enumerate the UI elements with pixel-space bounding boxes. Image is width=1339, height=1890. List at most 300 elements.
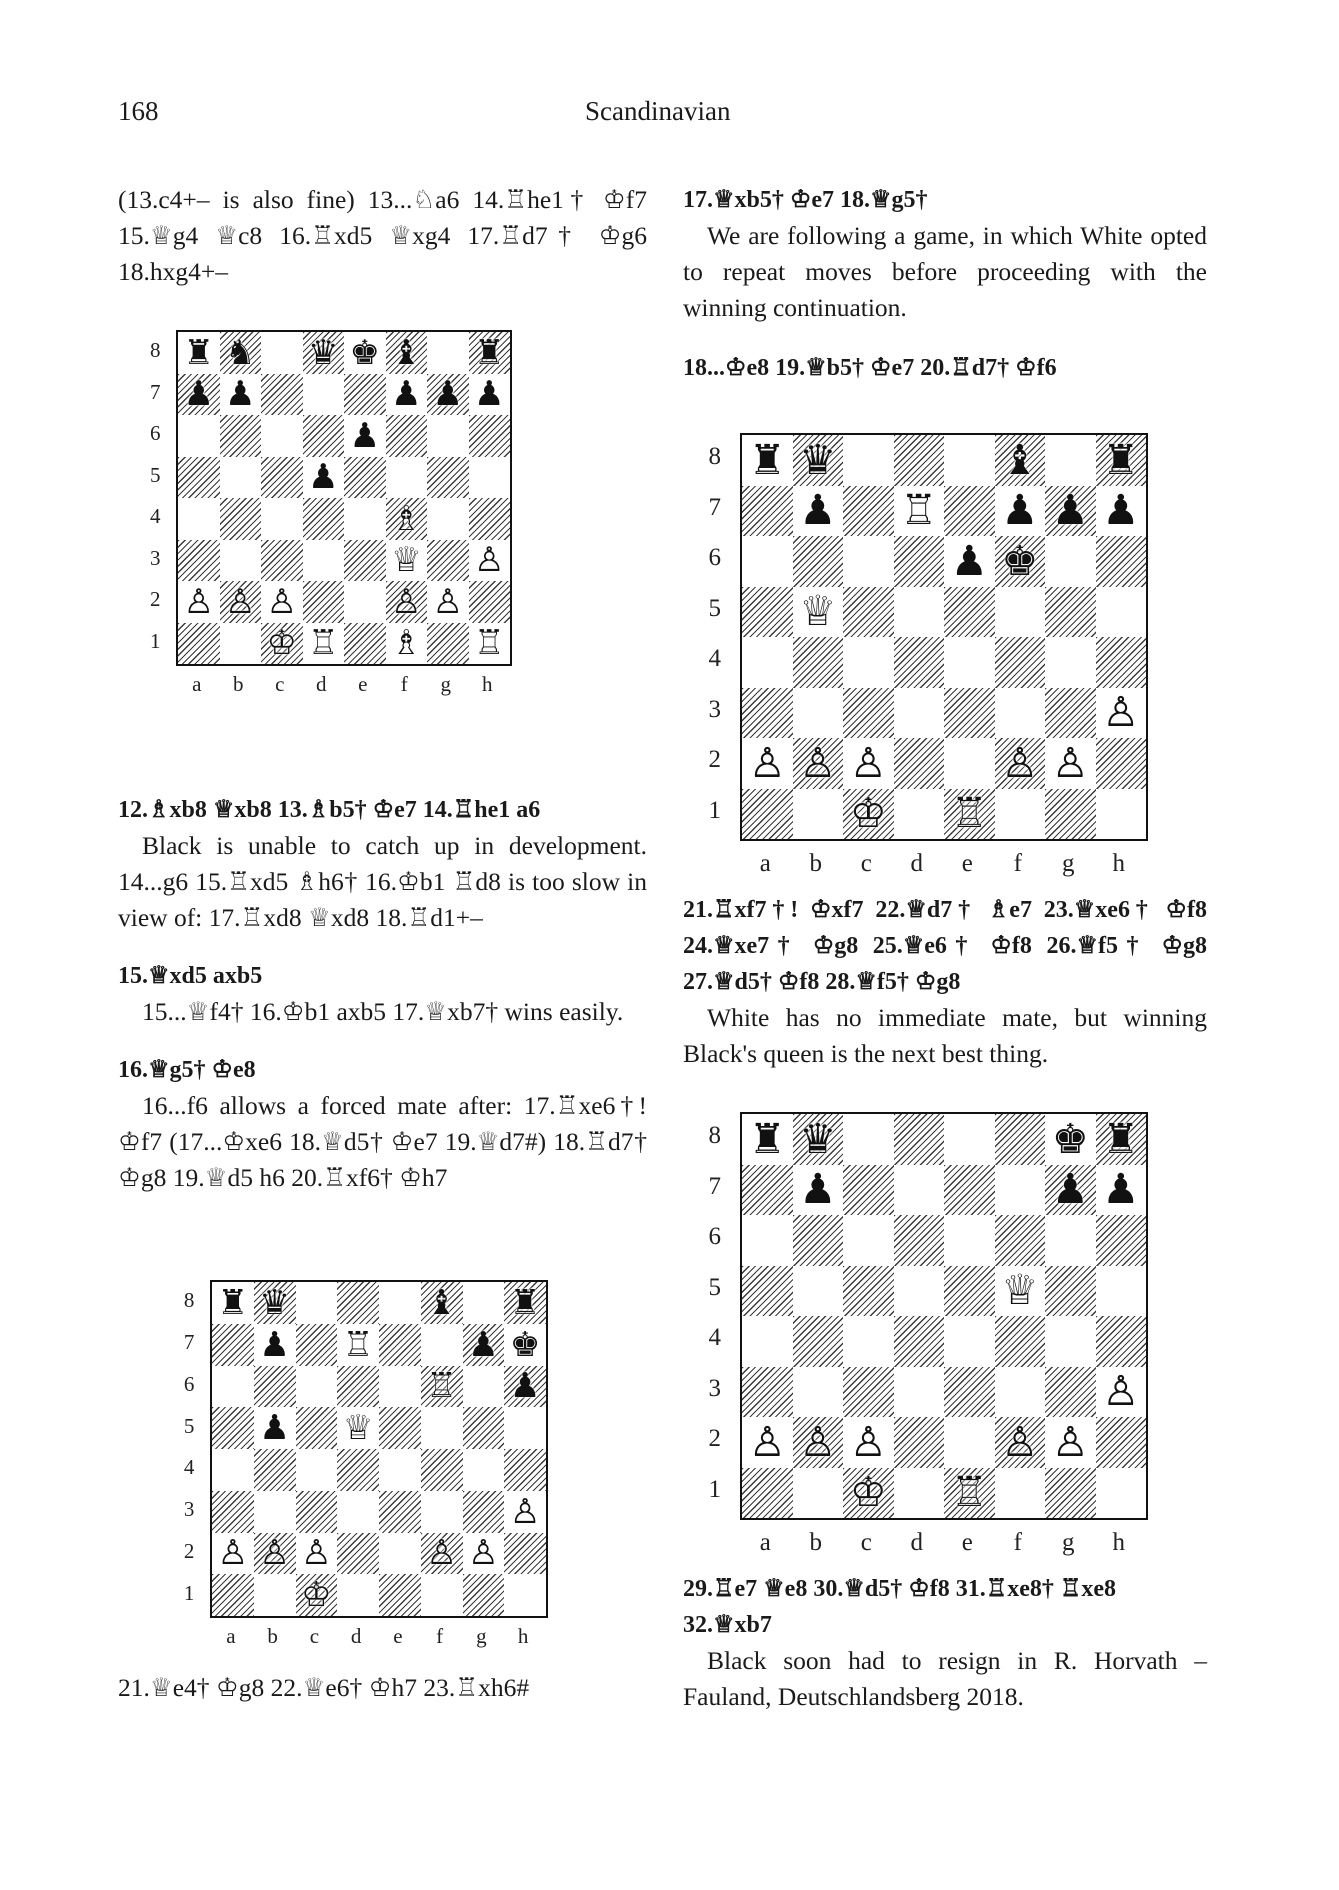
square-g1: [1045, 789, 1096, 840]
white-queen-icon: ♕: [799, 587, 837, 636]
square-a7: [212, 1324, 254, 1366]
file-label: d: [316, 672, 327, 697]
black-pawn-icon: ♟: [474, 374, 505, 415]
square-c8: [261, 332, 303, 374]
square-b3: [254, 1491, 296, 1533]
square-g5: [427, 457, 469, 499]
square-e4: [379, 1449, 421, 1491]
rank-label: 5: [708, 594, 721, 622]
rank-label: 7: [183, 1330, 195, 1355]
move-line-21: 21.♖xf7†! ♔xf7 22.♕d7† ♗e7 23.♕xe6† ♔f8 24.♕xe7† ♔g8 25.♕e6† ♔f8 26.♕f5† ♔g8 27.♕d5† ♔f8 28.♕f5† ♔g8: [683, 897, 1207, 995]
square-g4: [427, 498, 469, 540]
square-e5: [944, 587, 995, 638]
square-f1: [995, 1468, 1046, 1519]
left-paragraph-1: (13.c4+– is also fine) 13...♘a6 14.♖he1† ♔f7 15.♕g4 ♕c8 16.♖xd5 ♕xg4 17.♖d7† ♔g6 18.hxg4+–: [118, 185, 647, 286]
square-h5: [469, 457, 511, 499]
square-d3: [303, 540, 345, 582]
right-paragraph-3: Black soon had to resign in R. Horvath – Fauland, Deutschlandsberg 2018.: [683, 1646, 1207, 1711]
black-pawn-icon: ♟: [432, 374, 463, 415]
square-c6: [296, 1366, 338, 1408]
square-g4: [1045, 637, 1096, 688]
square-d3: [894, 688, 945, 739]
file-label: h: [482, 672, 493, 697]
black-rook-icon: ♜: [217, 1282, 249, 1323]
black-pawn-icon: ♟: [1051, 486, 1089, 535]
square-f3: [995, 1367, 1046, 1418]
rank-label: 4: [708, 1324, 721, 1352]
square-c7: [843, 486, 894, 537]
black-rook-icon: ♜: [748, 435, 786, 484]
square-h1: [1096, 789, 1147, 840]
white-pawn-icon: ♙: [301, 1533, 332, 1574]
file-label: g: [476, 1624, 487, 1649]
square-a6: [178, 415, 220, 457]
square-d8: [894, 435, 945, 486]
white-pawn-icon: ♙: [468, 1533, 499, 1574]
rank-label: 1: [708, 796, 721, 824]
square-c5: [296, 1407, 338, 1449]
square-c4: [296, 1449, 338, 1491]
black-pawn-icon: ♟: [509, 1366, 541, 1407]
square-h1: [504, 1574, 546, 1616]
square-a3: [742, 1367, 793, 1418]
black-rook-icon: ♜: [509, 1282, 541, 1323]
move-line-29: 29.♖e7 ♕e8 30.♕d5† ♔f8 31.♖xe8† ♖xe8 32.♕xb7: [683, 1576, 1117, 1638]
square-d4: [337, 1449, 379, 1491]
square-c3: [261, 540, 303, 582]
running-title: Scandinavian: [585, 96, 731, 126]
square-c7: [843, 1165, 894, 1216]
square-e2: [944, 1417, 995, 1468]
black-pawn-icon: ♟: [1051, 1165, 1089, 1214]
square-g3: [463, 1491, 505, 1533]
file-label: d: [910, 849, 923, 877]
square-d5: [894, 1266, 945, 1317]
black-pawn-icon: ♟: [349, 415, 380, 456]
white-pawn-icon: ♙: [1051, 738, 1089, 787]
rank-label: 3: [183, 1497, 195, 1522]
rank-label: 5: [150, 462, 161, 487]
square-d7: [303, 374, 345, 416]
square-h2: [504, 1533, 546, 1575]
file-label: g: [1062, 849, 1075, 877]
white-rook-icon: ♖: [308, 623, 339, 664]
white-king-icon: ♔: [849, 789, 887, 838]
square-f6: [995, 1215, 1046, 1266]
square-g3: [1045, 1367, 1096, 1418]
file-label: f: [1013, 849, 1022, 877]
file-label: h: [517, 1624, 529, 1649]
move-line-15: 15.♕xd5 axb5: [118, 963, 263, 989]
black-pawn-icon: ♟: [391, 374, 422, 415]
square-g5: [463, 1407, 505, 1449]
square-c3: [843, 1367, 894, 1418]
move-line-18: 18...♔e8 19.♕b5† ♔e7 20.♖d7† ♔f6: [683, 355, 1057, 381]
square-d2: [337, 1533, 379, 1575]
black-pawn-icon: ♟: [1102, 486, 1140, 535]
rank-label: 1: [708, 1475, 721, 1503]
square-e3: [944, 1367, 995, 1418]
square-e8: [944, 435, 995, 486]
square-h6: [1096, 1215, 1147, 1266]
rank-label: 6: [708, 544, 721, 572]
black-king-icon: ♚: [509, 1324, 541, 1365]
square-g3: [1045, 688, 1096, 739]
rank-label: 6: [708, 1223, 721, 1251]
move-line-16: 16.♕g5† ♔e8: [118, 1057, 256, 1083]
square-e3: [344, 540, 386, 582]
white-pawn-icon: ♙: [266, 581, 297, 622]
square-f1: [421, 1574, 463, 1616]
right-column: [683, 182, 1207, 386]
square-a4: [212, 1449, 254, 1491]
rank-label: 4: [150, 504, 161, 529]
square-a1: [742, 789, 793, 840]
square-b6: [254, 1366, 296, 1408]
white-rook-icon: ♖: [342, 1324, 374, 1365]
square-b6: [793, 1215, 844, 1266]
file-label: c: [860, 1528, 872, 1556]
left-paragraph-4: 16...f6 allows a forced mate after: 17.♖xe6†! ♔f7 (17...♔xe6 18.♕d5† ♔e7 19.♕d7#) 18.♖d7† ♔g8 19.♕d5 h6 20.♖xf6† ♔h7: [118, 1091, 647, 1192]
square-f7: [421, 1324, 463, 1366]
left-paragraph-3: 15...♕f4† 16.♔b1 axb5 17.♕xb7† wins easily.: [142, 997, 624, 1026]
square-c8: [296, 1282, 338, 1324]
square-b5: [220, 457, 262, 499]
diagram-3: [210, 1280, 548, 1618]
white-pawn-icon: ♙: [748, 1417, 786, 1466]
white-king-icon: ♔: [301, 1575, 332, 1615]
diagram-4: [740, 1112, 1148, 1520]
square-f4: [995, 637, 1046, 688]
rank-label: 3: [708, 1374, 721, 1402]
file-label: e: [393, 1624, 403, 1649]
square-h4: [504, 1449, 546, 1491]
white-pawn-icon: ♙: [225, 581, 256, 622]
black-pawn-icon: ♟: [308, 457, 339, 498]
square-b5: [793, 1266, 844, 1317]
square-f3: [421, 1491, 463, 1533]
square-f7: [995, 1165, 1046, 1216]
square-g6: [1045, 1215, 1096, 1266]
black-king-icon: ♚: [1001, 536, 1039, 585]
square-e3: [379, 1491, 421, 1533]
square-c4: [261, 498, 303, 540]
rank-label: 2: [708, 1425, 721, 1453]
square-d2: [303, 581, 345, 623]
square-b1: [220, 623, 262, 665]
file-label: e: [358, 672, 368, 697]
file-label: a: [192, 672, 202, 697]
square-a3: [212, 1491, 254, 1533]
square-e7: [344, 374, 386, 416]
square-h2: [469, 581, 511, 623]
black-pawn-icon: ♟: [259, 1408, 290, 1448]
square-c7: [296, 1324, 338, 1366]
square-e3: [944, 688, 995, 739]
square-a5: [178, 457, 220, 499]
white-king-icon: ♔: [849, 1468, 887, 1517]
square-e6: [944, 1215, 995, 1266]
white-king-icon: ♔: [266, 623, 297, 664]
rank-label: 2: [150, 587, 161, 612]
file-label: d: [910, 1528, 923, 1556]
square-d6: [337, 1366, 379, 1408]
black-queen-icon: ♛: [799, 1114, 837, 1163]
square-g1: [427, 623, 469, 665]
black-rook-icon: ♜: [474, 332, 505, 373]
file-label: e: [961, 1528, 973, 1556]
file-label: c: [275, 672, 285, 697]
rank-label: 1: [183, 1580, 195, 1605]
rank-label: 1: [150, 628, 161, 653]
rank-label: 7: [150, 379, 161, 404]
white-pawn-icon: ♙: [183, 581, 214, 622]
black-queen-icon: ♛: [799, 435, 837, 484]
square-h5: [504, 1407, 546, 1449]
rank-label: 8: [150, 338, 161, 363]
square-e5: [344, 457, 386, 499]
white-bishop-icon: ♗: [391, 623, 422, 664]
right-paragraph-1: We are following a game, in which White opted to repeat moves before proceeding with the winning continuation.: [683, 221, 1207, 322]
square-e2: [344, 581, 386, 623]
rank-label: 8: [708, 443, 721, 471]
file-label: h: [1112, 1528, 1125, 1556]
square-e1: [379, 1574, 421, 1616]
rank-label: 2: [708, 746, 721, 774]
square-c7: [261, 374, 303, 416]
square-b4: [793, 1316, 844, 1367]
right-column-3: [683, 1571, 1207, 1715]
rank-label: 6: [150, 421, 161, 446]
move-line-12: 12.♗xb8 ♕xb8 13.♗b5† ♔e7 14.♖he1 a6: [118, 797, 541, 823]
white-pawn-icon: ♙: [799, 738, 837, 787]
square-e8: [944, 1114, 995, 1165]
square-g6: [427, 415, 469, 457]
square-g4: [463, 1449, 505, 1491]
square-c5: [261, 457, 303, 499]
black-bishop-icon: ♝: [426, 1282, 457, 1323]
rank-label: 7: [708, 1172, 721, 1200]
square-g6: [463, 1366, 505, 1408]
square-d6: [303, 415, 345, 457]
square-d1: [337, 1574, 379, 1616]
square-g1: [1045, 1468, 1096, 1519]
white-queen-icon: ♕: [391, 540, 422, 581]
square-a6: [212, 1366, 254, 1408]
white-pawn-icon: ♙: [849, 1417, 887, 1466]
black-pawn-icon: ♟: [225, 374, 256, 415]
square-c3: [843, 688, 894, 739]
square-a3: [178, 540, 220, 582]
square-h5: [1096, 1266, 1147, 1317]
square-a1: [212, 1574, 254, 1616]
square-e5: [379, 1407, 421, 1449]
white-pawn-icon: ♙: [474, 540, 505, 581]
square-e2: [944, 738, 995, 789]
square-h2: [1096, 1417, 1147, 1468]
file-label: f: [400, 672, 408, 697]
black-rook-icon: ♜: [1102, 435, 1140, 484]
square-b6: [793, 536, 844, 587]
square-b1: [254, 1574, 296, 1616]
file-label: h: [1112, 849, 1125, 877]
rank-label: 7: [708, 493, 721, 521]
square-c6: [261, 415, 303, 457]
square-a7: [742, 486, 793, 537]
white-pawn-icon: ♙: [217, 1533, 249, 1574]
rank-label: 4: [183, 1455, 195, 1480]
file-label: b: [809, 1528, 822, 1556]
square-h6: [1096, 536, 1147, 587]
black-pawn-icon: ♟: [1001, 486, 1039, 535]
square-a6: [742, 536, 793, 587]
file-label: g: [1062, 1528, 1075, 1556]
diagram-1: [176, 330, 512, 666]
rank-label: 4: [708, 645, 721, 673]
square-g3: [427, 540, 469, 582]
square-h4: [1096, 1316, 1147, 1367]
square-d2: [894, 738, 945, 789]
file-label: d: [350, 1624, 362, 1649]
rank-label: 8: [183, 1288, 195, 1313]
square-a1: [178, 623, 220, 665]
square-f8: [995, 1114, 1046, 1165]
square-h4: [1096, 637, 1147, 688]
left-column: [118, 182, 647, 290]
square-g8: [463, 1282, 505, 1324]
square-g8: [427, 332, 469, 374]
file-label: a: [226, 1624, 236, 1649]
square-f5: [995, 587, 1046, 638]
white-bishop-icon: ♗: [391, 498, 422, 539]
white-rook-icon: ♖: [426, 1366, 457, 1407]
diagram-2: [740, 433, 1148, 841]
square-h2: [1096, 738, 1147, 789]
white-pawn-icon: ♙: [1001, 738, 1039, 787]
right-column-2: [683, 892, 1207, 1072]
square-g5: [1045, 1266, 1096, 1317]
white-pawn-icon: ♙: [1102, 1367, 1140, 1416]
square-g5: [1045, 587, 1096, 638]
square-e5: [944, 1266, 995, 1317]
white-pawn-icon: ♙: [391, 581, 422, 622]
square-a4: [742, 637, 793, 688]
white-rook-icon: ♖: [900, 486, 938, 535]
white-pawn-icon: ♙: [259, 1533, 290, 1574]
rank-label: 3: [150, 545, 161, 570]
black-queen-icon: ♛: [308, 332, 339, 373]
square-a5: [742, 1266, 793, 1317]
white-pawn-icon: ♙: [849, 738, 887, 787]
square-c4: [843, 637, 894, 688]
square-e7: [944, 1165, 995, 1216]
move-line-17: 17.♕xb5† ♔e7 18.♕g5†: [683, 187, 928, 213]
square-a6: [742, 1215, 793, 1266]
square-d3: [894, 1367, 945, 1418]
square-e6: [379, 1366, 421, 1408]
rank-label: 2: [183, 1538, 195, 1563]
white-pawn-icon: ♙: [1001, 1417, 1039, 1466]
left-column-3: [118, 1670, 647, 1706]
white-pawn-icon: ♙: [432, 581, 463, 622]
square-b4: [254, 1449, 296, 1491]
square-e4: [944, 1316, 995, 1367]
rank-label: 5: [708, 1273, 721, 1301]
left-column-2: [118, 792, 647, 1196]
square-d4: [894, 1316, 945, 1367]
square-e8: [379, 1282, 421, 1324]
square-b3: [220, 540, 262, 582]
square-h4: [469, 498, 511, 540]
square-f5: [421, 1407, 463, 1449]
black-king-icon: ♚: [349, 332, 380, 373]
square-a1: [742, 1468, 793, 1519]
white-pawn-icon: ♙: [1051, 1417, 1089, 1466]
black-bishop-icon: ♝: [391, 332, 422, 373]
square-d3: [337, 1491, 379, 1533]
square-b3: [793, 688, 844, 739]
square-h6: [469, 415, 511, 457]
square-b4: [220, 498, 262, 540]
rank-label: 5: [183, 1413, 195, 1438]
left-paragraph-2: Black is unable to catch up in development. 14...g6 15.♖xd5 ♗h6† 16.♔b1 ♖d8 is too slow in view of: 17.♖xd8 ♕xd8 18.♖d1+–: [118, 831, 647, 932]
rank-label: 8: [708, 1122, 721, 1150]
file-label: b: [809, 849, 822, 877]
white-queen-icon: ♕: [342, 1408, 374, 1448]
file-label: g: [440, 672, 451, 697]
square-f4: [421, 1449, 463, 1491]
square-g6: [1045, 536, 1096, 587]
rank-label: 6: [183, 1371, 195, 1396]
square-e7: [379, 1324, 421, 1366]
square-f4: [995, 1316, 1046, 1367]
rank-label: 3: [708, 695, 721, 723]
square-d2: [894, 1417, 945, 1468]
square-c5: [843, 587, 894, 638]
black-pawn-icon: ♟: [468, 1324, 499, 1365]
file-label: f: [1013, 1528, 1022, 1556]
black-queen-icon: ♛: [259, 1282, 290, 1323]
file-label: f: [436, 1624, 444, 1649]
square-d1: [894, 789, 945, 840]
white-rook-icon: ♖: [950, 1468, 988, 1517]
square-d8: [337, 1282, 379, 1324]
square-a7: [742, 1165, 793, 1216]
black-pawn-icon: ♟: [950, 536, 988, 585]
square-e4: [944, 637, 995, 688]
square-b6: [220, 415, 262, 457]
square-b4: [793, 637, 844, 688]
file-label: c: [860, 849, 872, 877]
square-d6: [894, 536, 945, 587]
white-pawn-icon: ♙: [1102, 688, 1140, 737]
black-bishop-icon: ♝: [1001, 435, 1039, 484]
square-d5: [894, 587, 945, 638]
black-pawn-icon: ♟: [799, 486, 837, 535]
file-label: b: [267, 1624, 278, 1649]
square-e4: [344, 498, 386, 540]
white-pawn-icon: ♙: [426, 1533, 457, 1574]
black-pawn-icon: ♟: [1102, 1165, 1140, 1214]
file-label: b: [233, 672, 244, 697]
square-c8: [843, 1114, 894, 1165]
black-rook-icon: ♜: [1102, 1114, 1140, 1163]
black-pawn-icon: ♟: [259, 1324, 290, 1365]
square-b3: [793, 1367, 844, 1418]
right-paragraph-2: White has no immediate mate, but winning Black's queen is the next best thing.: [683, 1003, 1207, 1068]
square-b1: [793, 1468, 844, 1519]
square-h1: [1096, 1468, 1147, 1519]
